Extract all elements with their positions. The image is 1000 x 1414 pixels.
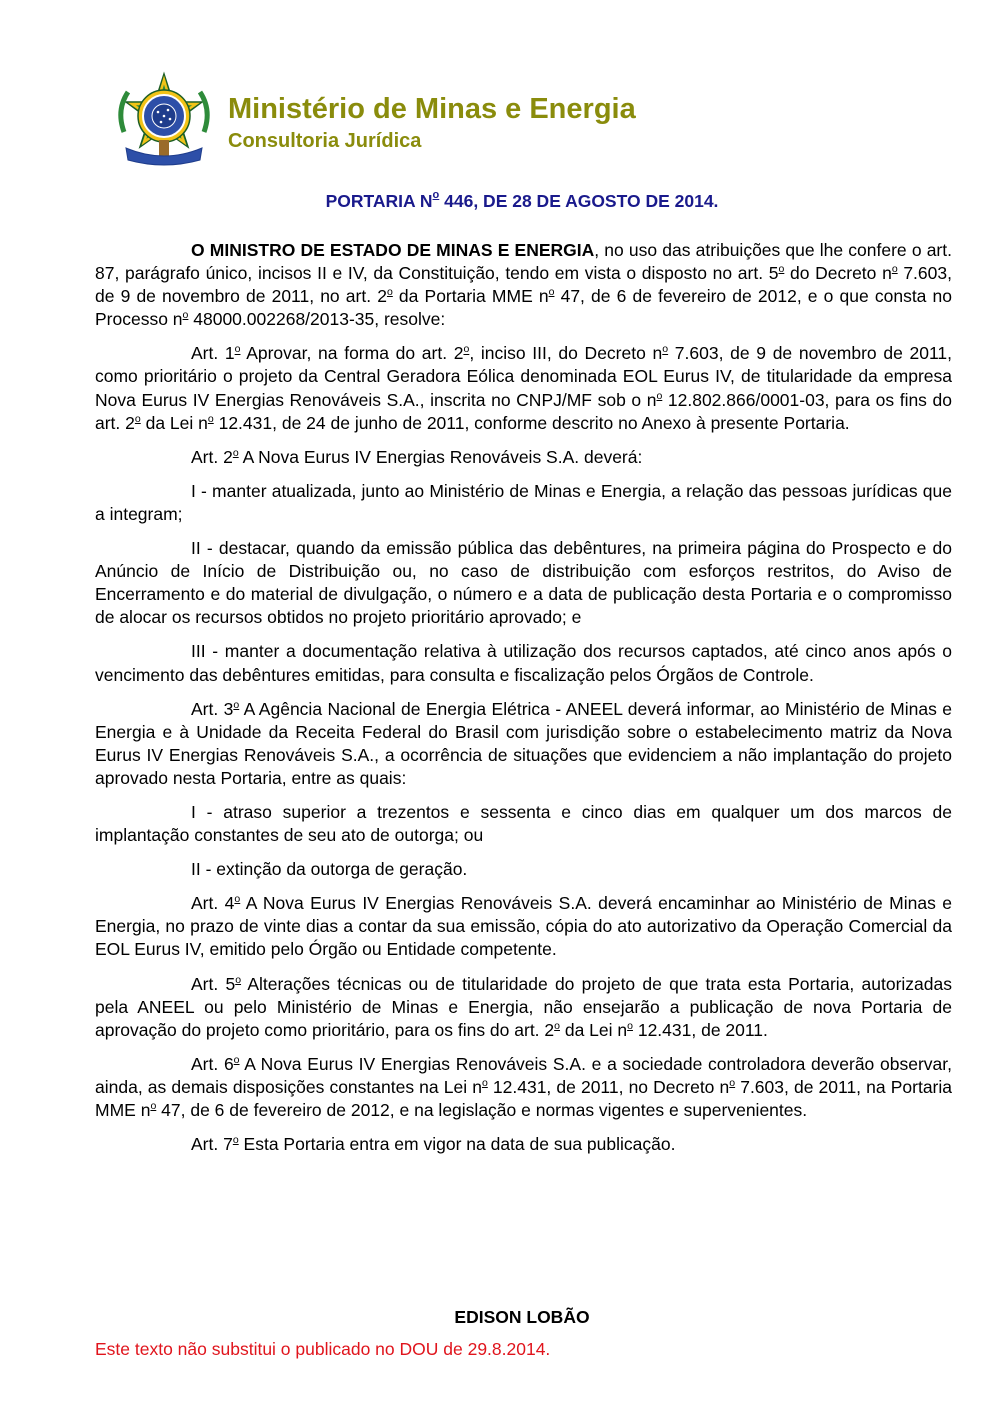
ordinal-mark: o <box>182 309 189 322</box>
article-text: 7.603, de 9 de novembro de 2011, como prioritário o projeto da Central Geradora Eólica denominada EOL Eurus IV, de titularidade da empresa Nova Eurus IV Energias Renováveis S.A., inscrita no CNPJ/MF sob o n <box>95 343 952 410</box>
title-rest: 446, DE 28 DE AGOSTO DE 2014. <box>439 190 719 211</box>
article-4 <box>95 892 952 961</box>
signature: EDISON LOBÃO <box>454 1307 590 1327</box>
letterhead-text <box>228 92 728 154</box>
article-text: A Nova Eurus IV Energias Renováveis S.A. deverá encaminhar ao Ministério de Minas e Energia, no prazo de vinte dias a contar da sua emissão, cópia do ato autorizativo da Operação Comercial da EOL Eurus IV, emitido pelo Órgão ou Entidade competente. <box>95 893 952 960</box>
ordinal-mark: o <box>891 263 898 276</box>
ordinal-mark: o <box>656 389 663 402</box>
ordinal-mark: o <box>778 263 785 276</box>
ordinal-mark: o <box>234 893 241 906</box>
ordinal-mark: o <box>481 1077 488 1090</box>
article-2-item-ii: II - destacar, quando da emissão pública das debêntures, na primeira página do Prospecto e do Anúncio de Início de Distribuição ou, no caso de distribuição com esforços restritos, do Aviso de Encerramento e do material de divulgação, o número e a data de publicação desta Portaria e o compromisso de alocar os recursos obtidos no projeto prioritário aprovado; e <box>95 538 952 628</box>
article-text: 12.431, de 24 de junho de 2011, conforme descrito no Anexo à presente Portaria. <box>213 412 850 433</box>
article-2-item-i: I - manter atualizada, junto ao Ministério de Minas e Energia, a relação das pessoas jurídicas que a integram; <box>95 480 952 524</box>
preamble-text: 7.603, de 9 de novembro de 2011, no art. 2 <box>95 263 952 307</box>
ordinal-mark: o <box>554 1019 560 1032</box>
article-1 <box>95 342 952 434</box>
preamble-lead: O MINISTRO DE ESTADO DE MINAS E ENERGIA <box>191 240 595 260</box>
ordinal-mark: o <box>627 1019 633 1032</box>
ordinal-mark: o <box>234 343 241 356</box>
ordinal-mark: o <box>235 973 242 986</box>
article-text: Esta Portaria entra em vigor na data de sua publicação. <box>238 1134 676 1155</box>
ordinal-mark: o <box>233 1053 240 1066</box>
article-text: da Lei n <box>559 1019 628 1040</box>
ordinal-mark: o <box>729 1077 736 1090</box>
ordinal-mark: o <box>207 412 214 425</box>
article-text: , inciso III, do Decreto n <box>469 343 663 364</box>
ordinal-mark: o <box>662 343 669 356</box>
article-2-item-iii: III - manter a documentação relativa à utilização dos recursos captados, até cinco anos após o vencimento das debêntures emitidas, para consulta e fiscalização pelos Órgãos de Controle. <box>95 641 952 685</box>
article-text: 12.431, de 2011. <box>632 1019 768 1040</box>
article-3-item-ii: II - extinção da outorga de geração. <box>191 859 468 880</box>
article-text: Art. 2 <box>191 446 233 467</box>
preamble-text: da Portaria MME n <box>392 286 549 307</box>
article-text: Art. 4 <box>191 893 235 914</box>
article-text: 12.802.866/0001-03, para os fins do art. 2 <box>95 389 952 433</box>
department-name: Consultoria Jurídica <box>228 130 422 152</box>
article-text: da Lei n <box>140 412 208 433</box>
ordinal-mark: o <box>150 1100 157 1113</box>
article-text: Art. 3 <box>191 698 234 719</box>
article-text: Art. 6 <box>191 1053 234 1074</box>
document-title <box>0 186 1000 212</box>
article-5 <box>95 973 952 1042</box>
article-text: A Agência Nacional de Energia Elétrica - ANEEL deverá informar, ao Ministério de Minas e Energia e à Unidade da Receita Federal do Brasil com jurisdição sobre o estabelecimento matriz da Nova Eurus IV Energias Renováveis S.A., a ocorrência de situações que evidenciem a não implantação do projeto aprovado nesta Portaria, entre as quais: <box>95 698 952 788</box>
preamble-text: 47, de 6 de fevereiro de 2012, e o que consta no Processo n <box>95 286 953 330</box>
article-text: A Nova Eurus IV Energias Renováveis S.A. deverá: <box>238 446 643 467</box>
title-prefix: PORTARIA N <box>325 190 433 211</box>
preamble-paragraph <box>95 239 952 331</box>
article-text: 12.431, de 2011, no Decreto n <box>487 1076 730 1097</box>
brazil-coat-of-arms-icon <box>112 70 216 170</box>
article-6 <box>95 1053 952 1122</box>
document-body <box>95 239 952 1156</box>
ministry-name: Ministério de Minas e Energia <box>228 93 636 125</box>
article-2 <box>95 446 952 469</box>
ordinal-mark: o <box>548 286 555 299</box>
ordinal-mark: o <box>386 286 393 299</box>
preamble-text: 48000.002268/2013-35, resolve: <box>188 309 446 330</box>
ordinal-mark: o <box>134 412 141 425</box>
preamble-text: do Decreto n <box>784 263 892 284</box>
preamble-text: , no uso das atribuições que lhe confere o art. 87, parágrafo único, incisos II e IV, da Constituição, tendo em vista o disposto no art. 5 <box>95 240 952 284</box>
article-text: A Nova Eurus IV Energias Renováveis S.A. e a sociedade controladora deverão observar, ainda, as demais disposições constantes na Lei n <box>95 1053 952 1097</box>
article-text: Art. 7 <box>191 1134 233 1155</box>
article-text: Art. 5 <box>191 973 236 994</box>
article-text: Art. 1 <box>191 343 235 364</box>
ordinal-mark: o <box>232 1134 239 1147</box>
title-ordinal: o <box>432 189 440 201</box>
article-3-item-i: I - atraso superior a trezentos e sessenta e cinco dias em qualquer um dos marcos de implantação constantes de seu ato de outorga; ou <box>95 801 952 846</box>
article-text: Alterações técnicas ou de titularidade do projeto de que trata esta Portaria, autorizadas pela ANEEL ou pelo Ministério de Minas e Energia, não ensejarão a publicação de nova Portaria de aprovação do projeto como prioritário, para os fins do art. 2 <box>95 973 952 1040</box>
ordinal-mark: o <box>232 446 239 459</box>
article-text: 7.603, de 2011, na Portaria MME n <box>95 1076 952 1120</box>
ordinal-mark: o <box>233 698 240 711</box>
publication-notice: Este texto não substitui o publicado no DOU de 29.8.2014. <box>95 1339 551 1359</box>
ordinal-mark: o <box>463 343 470 356</box>
article-text: Aprovar, na forma do art. 2 <box>240 343 464 364</box>
article-3 <box>95 698 952 790</box>
article-7 <box>95 1133 952 1156</box>
article-text: 47, de 6 de fevereiro de 2012, e na legislação e normas vigentes e supervenientes. <box>156 1100 808 1120</box>
